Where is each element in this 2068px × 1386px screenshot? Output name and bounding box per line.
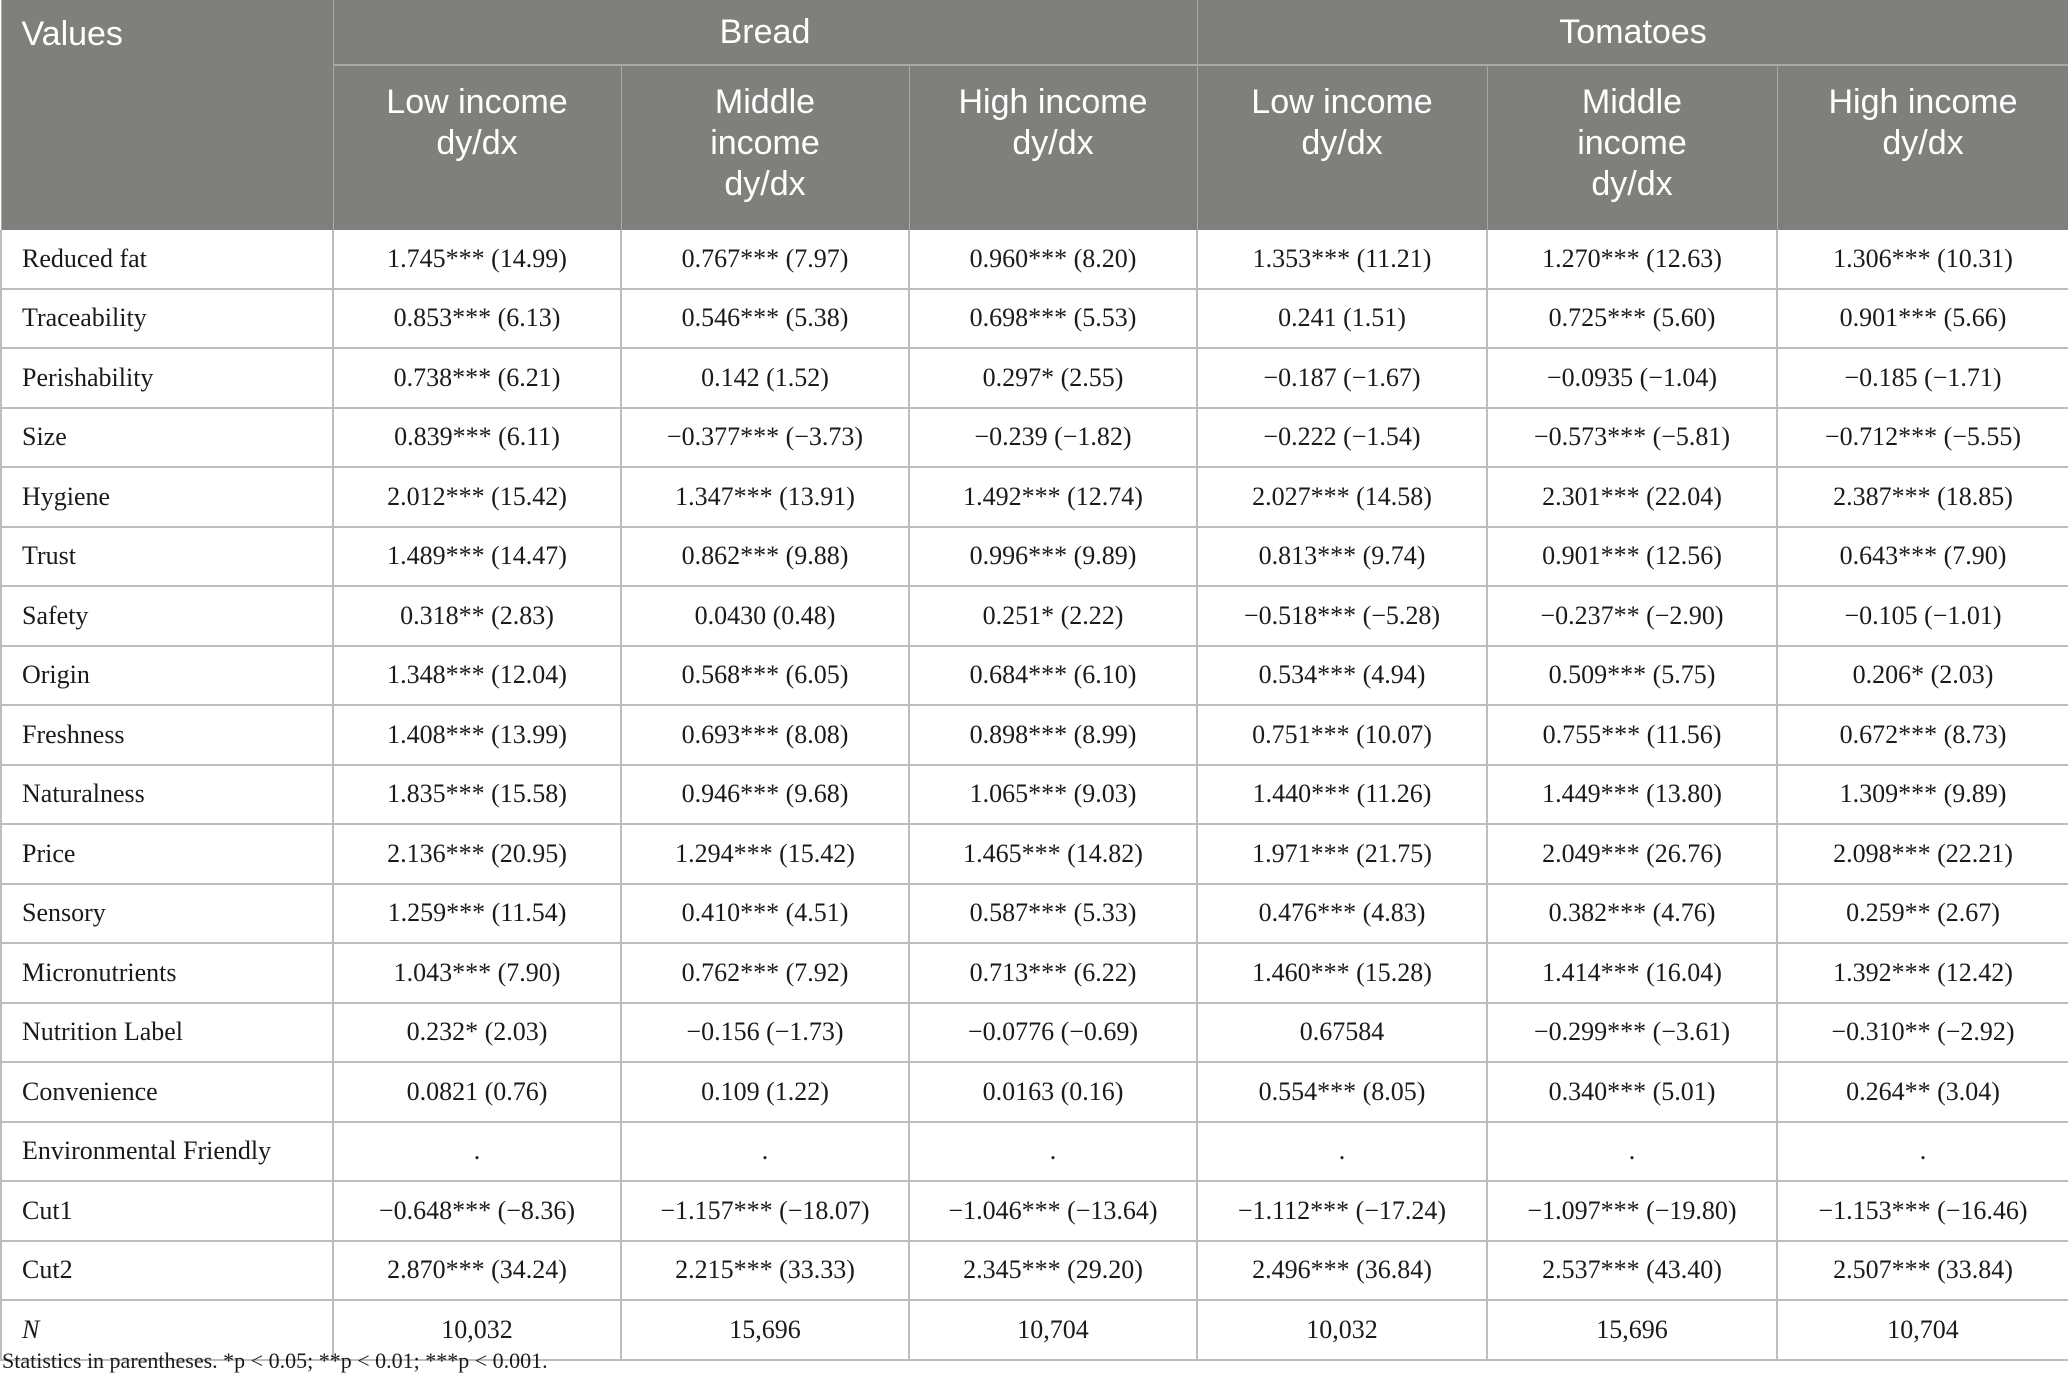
table-cell: 2.215*** (33.33) xyxy=(621,1241,909,1301)
table-cell: 0.813*** (9.74) xyxy=(1197,527,1487,587)
table-cell: 0.241 (1.51) xyxy=(1197,289,1487,349)
row-label: Safety xyxy=(1,586,333,646)
table-row xyxy=(1,884,2068,944)
table-cell: 0.534*** (4.94) xyxy=(1197,646,1487,706)
table-cell: 0.568*** (6.05) xyxy=(621,646,909,706)
table-cell: 0.109 (1.22) xyxy=(621,1062,909,1122)
table-row xyxy=(1,646,2068,706)
row-label: Origin xyxy=(1,646,333,706)
table-cell: −0.187 (−1.67) xyxy=(1197,348,1487,408)
table-cell: 1.270*** (12.63) xyxy=(1487,230,1777,289)
table-cell: 0.767*** (7.97) xyxy=(621,230,909,289)
table-cell: 0.762*** (7.92) xyxy=(621,943,909,1003)
table-cell: 0.725*** (5.60) xyxy=(1487,289,1777,349)
table-cell: 0.839*** (6.11) xyxy=(333,408,621,468)
table-cell: 1.745*** (14.99) xyxy=(333,230,621,289)
table-cell: −0.573*** (−5.81) xyxy=(1487,408,1777,468)
table-cell: 1.306*** (10.31) xyxy=(1777,230,2068,289)
table-cell: 1.971*** (21.75) xyxy=(1197,824,1487,884)
table-cell: 2.027*** (14.58) xyxy=(1197,467,1487,527)
table-cell: 0.67584 xyxy=(1197,1003,1487,1063)
row-label: Perishability xyxy=(1,348,333,408)
table-cell: −0.299*** (−3.61) xyxy=(1487,1003,1777,1063)
table-cell: 1.392*** (12.42) xyxy=(1777,943,2068,1003)
table-cell: 10,704 xyxy=(1777,1300,2068,1360)
table-cell: 15,696 xyxy=(621,1300,909,1360)
table-cell: 1.489*** (14.47) xyxy=(333,527,621,587)
table-cell: 0.297* (2.55) xyxy=(909,348,1197,408)
table-cell: 0.476*** (4.83) xyxy=(1197,884,1487,944)
subheader-line: High income xyxy=(958,83,1148,121)
row-label: Nutrition Label xyxy=(1,1003,333,1063)
table-cell: 0.684*** (6.10) xyxy=(909,646,1197,706)
table-row xyxy=(1,289,2068,349)
table-cell: 0.862*** (9.88) xyxy=(621,527,909,587)
table-row xyxy=(1,1181,2068,1241)
table-body xyxy=(1,230,2068,1360)
table-row xyxy=(1,467,2068,527)
subheader-line: dy/dx xyxy=(436,124,518,162)
table-cell: 0.0821 (0.76) xyxy=(333,1062,621,1122)
table-cell: 0.410*** (4.51) xyxy=(621,884,909,944)
table-cell: 0.259** (2.67) xyxy=(1777,884,2068,944)
subheader-line: Middle xyxy=(714,83,816,121)
table-cell: 0.672*** (8.73) xyxy=(1777,705,2068,765)
table-cell: 1.348*** (12.04) xyxy=(333,646,621,706)
table-cell: −0.185 (−1.71) xyxy=(1777,348,2068,408)
table-cell: 0.755*** (11.56) xyxy=(1487,705,1777,765)
table-cell: −0.0776 (−0.69) xyxy=(909,1003,1197,1063)
table-cell: . xyxy=(333,1122,621,1182)
table-row xyxy=(1,943,2068,1003)
subheader-line: income xyxy=(1577,124,1687,162)
table-row xyxy=(1,824,2068,884)
table-cell: 10,032 xyxy=(1197,1300,1487,1360)
table-cell: 0.0430 (0.48) xyxy=(621,586,909,646)
group-header-tomatoes: Tomatoes xyxy=(1197,0,2068,65)
row-label: Price xyxy=(1,824,333,884)
table-cell: 0.509*** (5.75) xyxy=(1487,646,1777,706)
table-cell: 1.294*** (15.42) xyxy=(621,824,909,884)
table-cell: 1.353*** (11.21) xyxy=(1197,230,1487,289)
table-cell: 10,704 xyxy=(909,1300,1197,1360)
table-cell: 0.587*** (5.33) xyxy=(909,884,1197,944)
subheader-tomatoes-high-income xyxy=(1777,65,2068,230)
group-header-row xyxy=(1,0,2068,65)
table-cell: . xyxy=(909,1122,1197,1182)
subheader-line: dy/dx xyxy=(1882,124,1964,162)
table-cell: 1.440*** (11.26) xyxy=(1197,765,1487,825)
subheader-tomatoes-middle-income xyxy=(1487,65,1777,230)
table-cell: 0.232* (2.03) xyxy=(333,1003,621,1063)
subheader-line: dy/dx xyxy=(1591,165,1673,203)
row-label: Convenience xyxy=(1,1062,333,1122)
table-cell: 0.340*** (5.01) xyxy=(1487,1062,1777,1122)
table-cell: 1.043*** (7.90) xyxy=(333,943,621,1003)
table-header xyxy=(1,0,2068,230)
table-row xyxy=(1,705,2068,765)
table-cell: −1.153*** (−16.46) xyxy=(1777,1181,2068,1241)
table-cell: −0.518*** (−5.28) xyxy=(1197,586,1487,646)
table-cell: −1.157*** (−18.07) xyxy=(621,1181,909,1241)
table-footnote: Statistics in parentheses. *p < 0.05; **p < 0.01; ***p < 0.001. xyxy=(2,1348,548,1373)
table-cell: −0.377*** (−3.73) xyxy=(621,408,909,468)
table-cell: −1.046*** (−13.64) xyxy=(909,1181,1197,1241)
subheader-line: Middle xyxy=(1581,83,1683,121)
row-label: Cut2 xyxy=(1,1241,333,1301)
row-label: Hygiene xyxy=(1,467,333,527)
table-cell: 0.853*** (6.13) xyxy=(333,289,621,349)
table-cell: −1.112*** (−17.24) xyxy=(1197,1181,1487,1241)
row-label: Freshness xyxy=(1,705,333,765)
table-cell: . xyxy=(621,1122,909,1182)
table-row xyxy=(1,1122,2068,1182)
table-cell: 0.996*** (9.89) xyxy=(909,527,1197,587)
row-label: Traceability xyxy=(1,289,333,349)
table-cell: 0.898*** (8.99) xyxy=(909,705,1197,765)
table-cell: 0.142 (1.52) xyxy=(621,348,909,408)
row-label: Environmental Friendly xyxy=(1,1122,333,1182)
row-label: Sensory xyxy=(1,884,333,944)
table-cell: 15,696 xyxy=(1487,1300,1777,1360)
table-cell: 0.643*** (7.90) xyxy=(1777,527,2068,587)
subheader-line: Low income xyxy=(386,83,568,121)
table-cell: −0.310** (−2.92) xyxy=(1777,1003,2068,1063)
table-cell: 2.301*** (22.04) xyxy=(1487,467,1777,527)
subheader-bread-middle-income xyxy=(621,65,909,230)
row-label: Micronutrients xyxy=(1,943,333,1003)
table-cell: 1.309*** (9.89) xyxy=(1777,765,2068,825)
table-cell: −0.648*** (−8.36) xyxy=(333,1181,621,1241)
table-cell: 0.264** (3.04) xyxy=(1777,1062,2068,1122)
subheader-bread-high-income xyxy=(909,65,1197,230)
table-cell: −0.712*** (−5.55) xyxy=(1777,408,2068,468)
table-row xyxy=(1,1062,2068,1122)
table-cell: 2.507*** (33.84) xyxy=(1777,1241,2068,1301)
row-label: Naturalness xyxy=(1,765,333,825)
table-cell: −0.222 (−1.54) xyxy=(1197,408,1487,468)
table-cell: 2.496*** (36.84) xyxy=(1197,1241,1487,1301)
table-cell: 0.0163 (0.16) xyxy=(909,1062,1197,1122)
row-label: N xyxy=(1,1300,333,1360)
table-cell: −0.239 (−1.82) xyxy=(909,408,1197,468)
table-cell: 10,032 xyxy=(333,1300,621,1360)
table-cell: 0.206* (2.03) xyxy=(1777,646,2068,706)
table-row xyxy=(1,1003,2068,1063)
table-cell: 2.098*** (22.21) xyxy=(1777,824,2068,884)
table-cell: 2.345*** (29.20) xyxy=(909,1241,1197,1301)
table-row xyxy=(1,230,2068,289)
subheader-bread-low-income xyxy=(333,65,621,230)
subheader-line: income xyxy=(710,124,820,162)
table-cell: −0.105 (−1.01) xyxy=(1777,586,2068,646)
table-cell: . xyxy=(1487,1122,1777,1182)
table-cell: 1.449*** (13.80) xyxy=(1487,765,1777,825)
table-cell: 0.318** (2.83) xyxy=(333,586,621,646)
table-cell: . xyxy=(1777,1122,2068,1182)
subheader-line: dy/dx xyxy=(1012,124,1094,162)
table-cell: −0.0935 (−1.04) xyxy=(1487,348,1777,408)
subheader-line: High income xyxy=(1828,83,2018,121)
row-label: Trust xyxy=(1,527,333,587)
table-cell: −0.237** (−2.90) xyxy=(1487,586,1777,646)
table-cell: 0.901*** (12.56) xyxy=(1487,527,1777,587)
table-cell: 1.492*** (12.74) xyxy=(909,467,1197,527)
table-row xyxy=(1,586,2068,646)
values-column-header: Values xyxy=(1,0,333,230)
table-cell: 1.414*** (16.04) xyxy=(1487,943,1777,1003)
subheader-tomatoes-low-income xyxy=(1197,65,1487,230)
table-cell: 0.554*** (8.05) xyxy=(1197,1062,1487,1122)
table-cell: 0.751*** (10.07) xyxy=(1197,705,1487,765)
table-cell: 0.546*** (5.38) xyxy=(621,289,909,349)
table-cell: 0.251* (2.22) xyxy=(909,586,1197,646)
table-cell: 1.347*** (13.91) xyxy=(621,467,909,527)
table-cell: 1.465*** (14.82) xyxy=(909,824,1197,884)
table-cell: 2.049*** (26.76) xyxy=(1487,824,1777,884)
table-cell: 1.259*** (11.54) xyxy=(333,884,621,944)
subheader-line: dy/dx xyxy=(724,165,806,203)
table-row xyxy=(1,765,2068,825)
table-cell: 1.460*** (15.28) xyxy=(1197,943,1487,1003)
table-cell: 0.698*** (5.53) xyxy=(909,289,1197,349)
table-cell: 2.387*** (18.85) xyxy=(1777,467,2068,527)
row-label: Size xyxy=(1,408,333,468)
table-cell: −0.156 (−1.73) xyxy=(621,1003,909,1063)
row-label: Reduced fat xyxy=(1,230,333,289)
group-header-bread: Bread xyxy=(333,0,1197,65)
table-cell: 1.065*** (9.03) xyxy=(909,765,1197,825)
table-cell: −1.097*** (−19.80) xyxy=(1487,1181,1777,1241)
table-cell: . xyxy=(1197,1122,1487,1182)
table-cell: 0.382*** (4.76) xyxy=(1487,884,1777,944)
table-row xyxy=(1,527,2068,587)
table-cell: 0.960*** (8.20) xyxy=(909,230,1197,289)
table-cell: 1.408*** (13.99) xyxy=(333,705,621,765)
table-cell: 0.946*** (9.68) xyxy=(621,765,909,825)
subheader-line: dy/dx xyxy=(1301,124,1383,162)
table-cell: 0.738*** (6.21) xyxy=(333,348,621,408)
row-label: Cut1 xyxy=(1,1181,333,1241)
table-cell: 2.012*** (15.42) xyxy=(333,467,621,527)
table-cell: 2.136*** (20.95) xyxy=(333,824,621,884)
table-row xyxy=(1,1241,2068,1301)
table-cell: 0.713*** (6.22) xyxy=(909,943,1197,1003)
table-cell: 2.537*** (43.40) xyxy=(1487,1241,1777,1301)
table-row xyxy=(1,348,2068,408)
table-cell: 2.870*** (34.24) xyxy=(333,1241,621,1301)
table-cell: 0.693*** (8.08) xyxy=(621,705,909,765)
table-cell: 1.835*** (15.58) xyxy=(333,765,621,825)
subheader-line: Low income xyxy=(1251,83,1433,121)
table-row xyxy=(1,408,2068,468)
table-cell: 0.901*** (5.66) xyxy=(1777,289,2068,349)
